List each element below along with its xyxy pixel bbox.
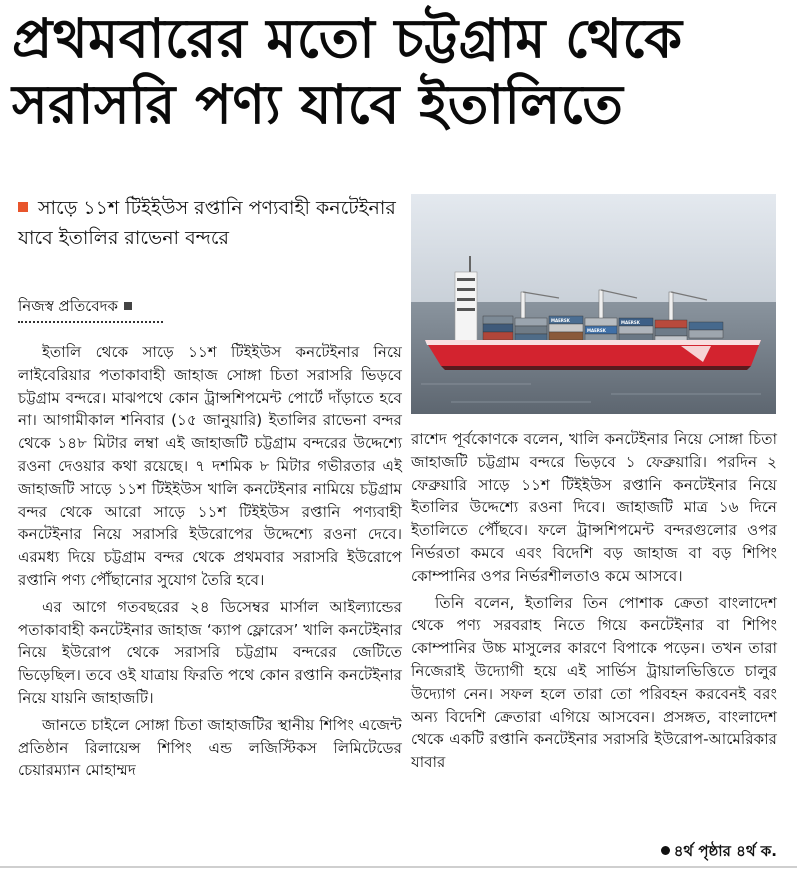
dotted-divider xyxy=(18,321,163,323)
byline-text: নিজস্ব প্রতিবেদক xyxy=(18,297,119,315)
deck-text: সাড়ে ১১শ টিইইউস রপ্তানি পণ্যবাহী কনটেইনার যাবে ইতালির রাভেনা বন্দরে xyxy=(18,197,396,249)
left-column xyxy=(18,341,402,786)
ship-illustration xyxy=(411,194,776,414)
square-marker-icon xyxy=(124,302,132,310)
headline xyxy=(12,6,787,138)
paragraph: তিনি বলেন, ইতালির তিন পোশাক ক্রেতা বাংলাদেশ থেকে পণ্য সরবরাহ নিতে গিয়ে কনটেইনার বা শিপিং কোম্পানির উচ্চ মাসুলের কারণে বিপাকে পড়েন। তখন তারা নিজেরাই উদ্যোগী হয়ে এই সার্ভিস ট্রায়ালভিত্তিতে চালুর উদ্যোগ নেন। সফল হলে তারা তো পরিবহন করবেনই বরং অন্য বিদেশি ক্রেতারা এগিয়ে আসবেন। প্রসঙ্গত, বাংলাদেশ থেকে একটি রপ্তানি কনটেইনার সরাসরি ইউরোপ-আমেরিকার যাবার xyxy=(411,593,777,772)
container-label: MAERSK xyxy=(551,318,570,323)
right-column xyxy=(411,428,777,778)
container-label: MAERSK xyxy=(621,320,640,325)
paragraph: জানতে চাইলে সোঙ্গা চিতা জাহাজটির স্থানীয় শিপিং এজেন্ট প্রতিষ্ঠান রিলায়েন্স শিপিং এন্ড লজিস্টিকস লিমিটেডের চেয়ারম্যান মোহাম্মদ xyxy=(18,715,402,780)
continuation-jump xyxy=(661,840,777,865)
bottom-rule xyxy=(0,866,797,868)
byline xyxy=(18,296,163,316)
paragraph: এর আগে গতবছরের ২৪ ডিসেম্বর মার্সাল আইল্যান্ডের পতাকাবাহী কনটেইনার জাহাজ ‘ক্যাপ ফ্লোরেস’ খালি কনটেইনার নিয়ে ইউরোপ থেকে সরাসরি চট্টগ্রাম বন্দরের জেটিতে ভিড়েছিল। তবে ওই যাত্রায় ফিরতি পথে কোন রপ্তানি কনটেইনার নিয়ে যায়নি জাহাজটি। xyxy=(18,597,402,707)
paragraph: ইতালি থেকে সাড়ে ১১শ টিইইউস কনটেইনার নিয়ে লাইবেরিয়ার পতাকাবাহী জাহাজ সোঙ্গা চিতা সরাসরি ভিড়বে চট্টগ্রাম বন্দরে। মাঝপথে কোন ট্রান্সশিপমেন্ট পোর্টে দাঁড়াতে হবে না। আগামীকাল শনিবার (১৫ জানুয়ারি) ইতালির রাভেনা বন্দর থেকে ১৪৮ মিটার লম্বা এই জাহাজটি চট্টগ্রাম বন্দরের উদ্দেশ্যে রওনা দেওয়ার কথা রয়েছে। ৭ দশমিক ৮ মিটার গভীরতার এই জাহাজটি সাড়ে ১১শ টিইইউস খালি কনটেইনার নামিয়ে চট্টগ্রাম বন্দর থেকে আরো সাড়ে ১১শ টিইইউস রপ্তানি পণ্যবাহী কনটেইনার নিয়ে সরাসরি ইউরোপের উদ্দেশ্যে রওনা দেবে। এরমধ্য দিয়ে চট্টগ্রাম বন্দর থেকে প্রথমবার সরাসরি ইউরোপে রপ্তানি পণ্য পৌঁছানোর সুযোগ তৈরি হবে। xyxy=(18,343,402,589)
container-label: MAERSK xyxy=(587,328,606,333)
deck-subheadline xyxy=(18,193,403,253)
headline-line-2: সরাসরি পণ্য যাবে ইতালিতে xyxy=(12,73,624,136)
square-bullet-icon xyxy=(18,202,28,212)
jump-text: ৪র্থ পৃষ্ঠার ৪র্থ ক. xyxy=(673,842,777,860)
paragraph: রাশেদ পূর্বকোণকে বলেন, খালি কনটেইনার নিয়ে সোঙ্গা চিতা জাহাজটি চট্টগ্রাম বন্দরে ভিড়বে ১ ফেব্রুয়ারি। পরদিন ২ ফেব্রুয়ারি সাড়ে ১১শ টিইইউস রপ্তানি কনটেইনার নিয়ে ইতালির উদ্দেশ্যে রওনা দিবে। জাহাজটি মাত্র ১৬ দিনে ইতালিতে পৌঁছবে। ফলে ট্রান্সশিপমেন্ট বন্দরগুলোর ওপর নির্ভরতা কমবে এবং বিদেশি বড় জাহাজ বা বড় শিপিং কোম্পানির ওপর নির্ভরশীলতাও কমে আসবে। xyxy=(411,430,777,585)
container-ship-photo xyxy=(411,194,776,414)
headline-line-1: প্রথমবারের মতো চট্টগ্রাম থেকে xyxy=(12,7,683,70)
bullet-dot-icon xyxy=(661,846,670,855)
